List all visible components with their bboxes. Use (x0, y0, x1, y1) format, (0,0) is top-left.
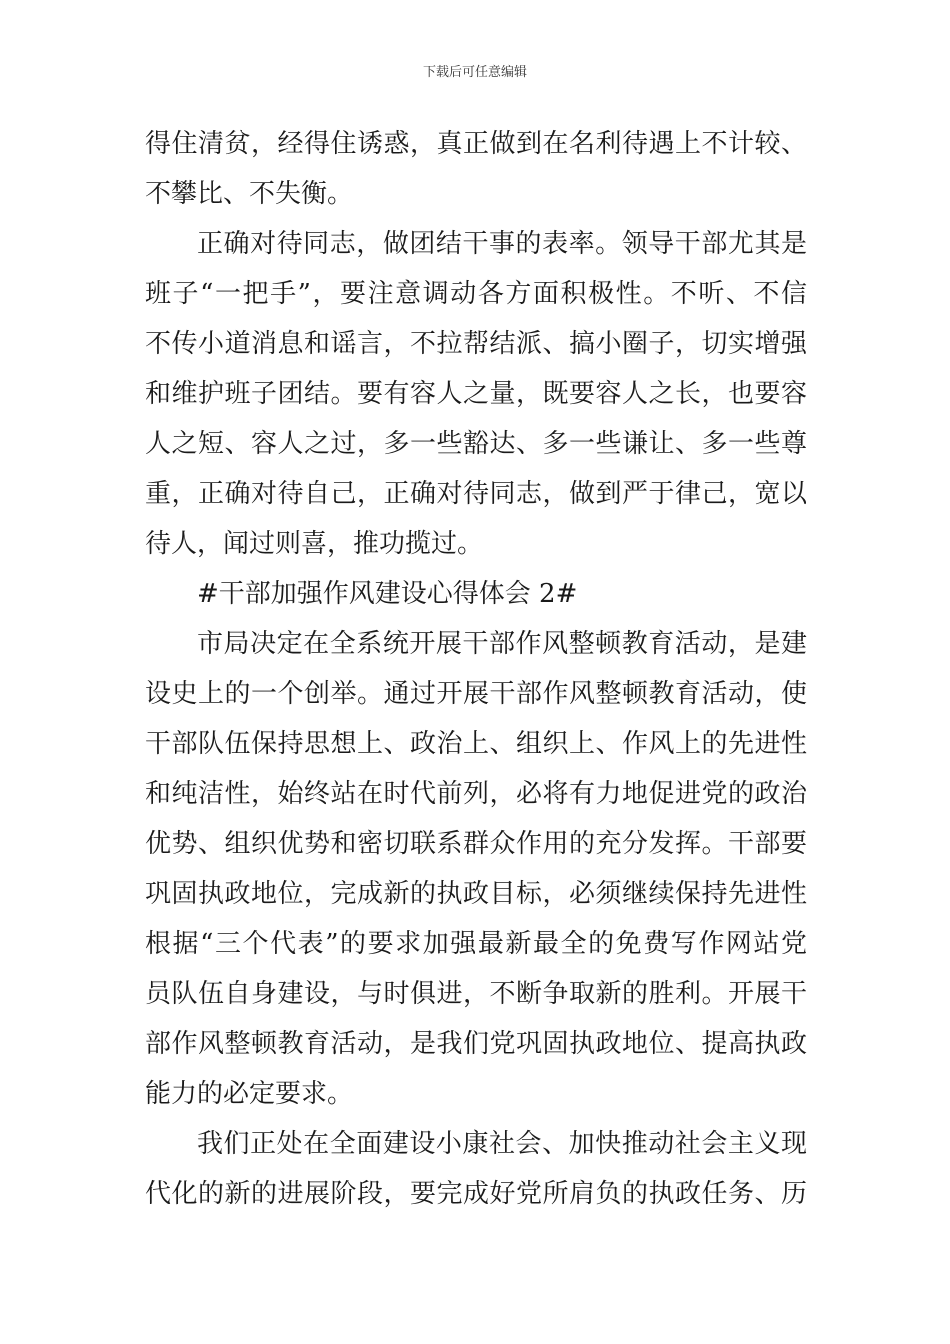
section-heading: #干部加强作风建设心得体会 2# (197, 579, 578, 609)
text-line: 待人，闻过则喜，推功揽过。 (145, 529, 484, 559)
text-line: 和维护班子团结。要有容人之量，既要容人之长，也要容 (145, 379, 807, 409)
text-line: 设史上的一个创举。通过开展干部作风整顿教育活动，使 (145, 679, 807, 709)
text-line: 人之短、容人之过，多一些豁达、多一些谦让、多一些尊 (145, 429, 807, 459)
page-header: 下载后可任意编辑 (422, 65, 527, 80)
paragraph-first-line: 正确对待同志，做团结干事的表率。领导干部尤其是 (197, 229, 807, 259)
text-line: 得住清贫，经得住诱惑，真正做到在名利待遇上不计较、 (145, 129, 807, 159)
text-line: 优势、组织优势和密切联系群众作用的充分发挥。干部要 (145, 829, 807, 859)
text-line: 和纯洁性，始终站在时代前列，必将有力地促进党的政治 (145, 779, 807, 809)
text-line: 能力的必定要求。 (145, 1079, 354, 1109)
text-line: 巩固执政地位，完成新的执政目标，必须继续保持先进性 (145, 879, 807, 909)
text-line: 不传小道消息和谣言，不拉帮结派、搞小圈子，切实增强 (145, 329, 807, 359)
text-line: 班子“一把手”，要注意调动各方面积极性。不听、不信 (145, 279, 807, 309)
text-line: 员队伍自身建设，与时俱进，不断争取新的胜利。开展干 (145, 979, 807, 1009)
paragraph-first-line: 市局决定在全系统开展干部作风整顿教育活动，是建 (197, 629, 807, 659)
text-line: 不攀比、不失衡。 (145, 179, 354, 209)
paragraph-first-line: 我们正处在全面建设小康社会、加快推动社会主义现 (197, 1129, 807, 1159)
text-line: 代化的新的进展阶段，要完成好党所肩负的执政任务、历 (145, 1179, 807, 1209)
text-line: 部作风整顿教育活动，是我们党巩固执政地位、提高执政 (145, 1029, 807, 1059)
text-line: 干部队伍保持思想上、政治上、组织上、作风上的先进性 (145, 729, 807, 759)
text-line: 重，正确对待自己，正确对待同志，做到严于律己，宽以 (145, 479, 807, 509)
document-body (145, 119, 807, 1219)
text-line: 根据“三个代表”的要求加强最新最全的免费写作网站党 (145, 929, 807, 959)
